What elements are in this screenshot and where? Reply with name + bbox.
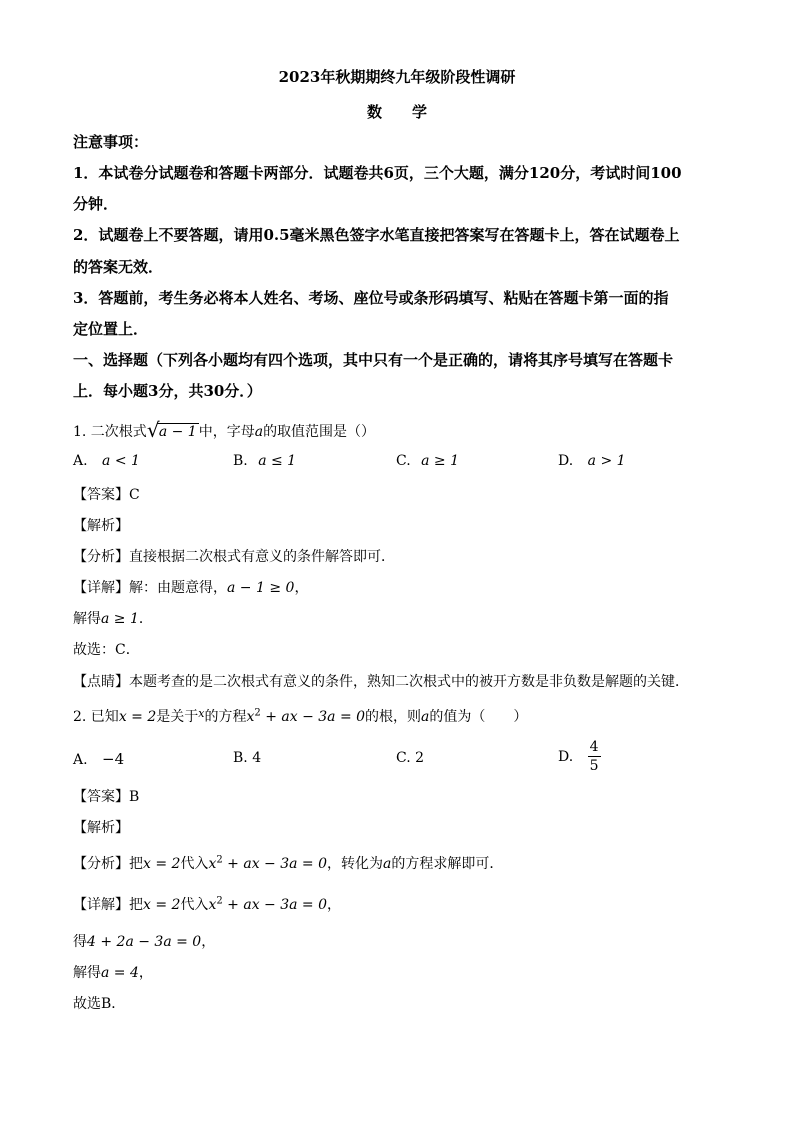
q1-option-a <box>73 453 140 469</box>
q2-fenxi-condition: x = 2 <box>143 856 181 872</box>
q1-fenxi-text: 直接根据二次根式有意义的条件解答即可． <box>129 549 395 565</box>
q2-step-2-text: 解得 <box>73 965 101 981</box>
q2-xiangjie-equation <box>208 897 327 913</box>
notice-item-3-line-2: 定位置上． <box>73 320 149 338</box>
q2-fenxi-equation <box>208 856 327 872</box>
q2-step-2 <box>73 962 153 982</box>
q1-xiangjie <box>73 577 308 597</box>
exam-title: 2023年秋期期终九年级阶段性调研 <box>278 68 516 86</box>
q1-sqrt-expression <box>146 418 199 442</box>
q2-option-d-denominator: 5 <box>589 758 599 774</box>
q2-var-x: x <box>198 707 205 720</box>
q2-option-a-label: A. <box>73 752 88 768</box>
q2-answer <box>73 786 139 806</box>
q1-analysis-tag: 【解析】 <box>73 518 129 534</box>
q2-fenxi-tag: 【分析】 <box>73 856 129 872</box>
q1-option-a-label: A. <box>73 453 88 469</box>
q2-fenxi-text-d: 的方程求解即可． <box>391 856 504 872</box>
q2-xiangjie-eq-exponent: 2 <box>216 895 223 907</box>
q2-option-d-numerator: 4 <box>589 739 599 755</box>
q1-option-b-value: a ≤ 1 <box>258 453 297 469</box>
q2-step-1 <box>73 931 215 951</box>
q2-xiangjie-eq-rest: + ax − 3a = 0 <box>222 897 328 913</box>
q2-eq-rest: + ax − 3a = 0 <box>260 709 366 725</box>
q2-xiangjie-text-a: 把 <box>129 897 143 913</box>
q2-eq-base: x <box>246 709 255 725</box>
q1-answer <box>73 484 140 504</box>
q1-option-a-value: a < 1 <box>102 453 140 469</box>
q1-suffix-a: 中，字母 <box>198 424 255 440</box>
q2-suffix: 的值为（ ） <box>429 709 528 725</box>
q2-condition: x = 2 <box>118 709 157 725</box>
q1-option-c-label: C. <box>396 453 411 469</box>
q2-eq-exponent: 2 <box>254 707 261 719</box>
q2-fenxi-text-a: 把 <box>129 856 143 872</box>
q1-step-1-math: a ≥ 1 <box>101 611 139 627</box>
question-2-stem <box>73 706 527 726</box>
q2-fenxi-eq-rest: + ax − 3a = 0 <box>222 856 328 872</box>
q1-step-1-text: 解得 <box>73 611 101 627</box>
q1-xiangjie-text: 解：由题意得， <box>129 580 227 596</box>
notice-item-1-line-1: 1．本试卷分试题卷和答题卡两部分．试题卷共6页，三个大题，满分120分，考试时间100 <box>73 164 682 182</box>
q1-suffix-b: 的取值范围是（） <box>263 424 376 440</box>
q1-option-d <box>558 453 626 469</box>
q2-option-b: B. 4 <box>233 750 262 766</box>
q2-option-d-label: D. <box>558 748 574 765</box>
q1-option-d-label: D. <box>558 453 574 469</box>
q1-radicand: a − 1 <box>158 424 197 440</box>
q2-xiangjie-punct: ， <box>327 897 342 913</box>
q2-step-1-math: 4 + 2a − 3a = 0 <box>87 934 202 950</box>
q1-var: a <box>254 424 264 440</box>
section-1-heading-line-2: 上．每小题3分，共30分．） <box>73 382 262 400</box>
q2-option-d-fraction <box>588 738 601 775</box>
q2-var-a: a <box>421 709 430 725</box>
question-1-stem <box>73 418 376 442</box>
q1-option-b <box>233 453 296 469</box>
q1-prefix: 1. 二次根式 <box>73 424 147 440</box>
q2-analysis-tag: 【解析】 <box>73 820 129 836</box>
notice-item-2-line-2: 的答案无效． <box>73 258 164 276</box>
q2-choose: 故选B． <box>73 996 126 1012</box>
notice-item-3-line-1: 3．答题前，考生务必将本人姓名、考场、座位号或条形码填写、粘贴在答题卡第一面的指 <box>73 289 669 307</box>
q2-xiangjie-text-b: 代入 <box>180 897 209 913</box>
q2-option-c: C. 2 <box>396 750 425 766</box>
q1-xiangjie-tag: 【详解】 <box>73 580 129 596</box>
q1-answer-tag: 【答案】 <box>73 487 129 503</box>
sqrt-symbol-icon: √ <box>146 418 160 442</box>
notice-heading: 注意事项： <box>73 133 149 151</box>
notice-item-2-line-1: 2．试题卷上不要答题，请用0.5毫米黑色签字水笔直接把答案写在答题卡上，答在试题卷上 <box>73 226 680 244</box>
q2-xiangjie-condition: x = 2 <box>143 897 181 913</box>
q1-xiangjie-punct: ， <box>294 580 309 596</box>
q2-fenxi-eq-base: x <box>208 856 217 872</box>
q2-xiangjie-tag: 【详解】 <box>73 897 129 913</box>
q2-xiangjie <box>73 894 341 914</box>
q1-option-c <box>396 453 459 469</box>
q2-equation <box>246 709 365 725</box>
q1-fenxi-tag: 【分析】 <box>73 549 129 565</box>
q2-fenxi <box>73 853 503 873</box>
q1-dianjing-text: 本题考查的是二次根式有意义的条件，熟知二次根式中的被开方数是非负数是解题的关键． <box>129 674 689 690</box>
q2-fenxi-text-b: 代入 <box>180 856 209 872</box>
q2-xiangjie-eq-base: x <box>208 897 217 913</box>
q2-prefix: 2. 已知 <box>73 709 119 725</box>
q2-option-a-value: −4 <box>102 750 125 768</box>
q1-dianjing <box>73 671 689 691</box>
notice-item-1-line-2: 分钟． <box>73 195 119 213</box>
q2-fenxi-text-c: ，转化为 <box>327 856 384 872</box>
q2-step-2-math: a = 4 <box>101 965 139 981</box>
subject-title: 数 学 <box>366 103 427 121</box>
q2-mid-a: 是关于 <box>156 709 199 725</box>
q1-step-1-punct: ． <box>138 611 153 627</box>
q1-dianjing-tag: 【点睛】 <box>73 674 129 690</box>
section-1-heading-line-1: 一、选择题（下列各小题均有四个选项，其中只有一个是正确的，请将其序号填写在答题卡 <box>73 351 674 369</box>
q1-option-c-value: a ≥ 1 <box>421 453 460 469</box>
q2-fenxi-var: a <box>383 856 392 872</box>
q2-answer-value: B <box>129 789 140 805</box>
q2-step-1-text: 得 <box>73 934 87 950</box>
q1-xiangjie-math: a − 1 ≥ 0 <box>227 580 295 596</box>
q2-mid-c: 的根，则 <box>365 709 422 725</box>
q2-fenxi-eq-exponent: 2 <box>216 854 223 866</box>
q2-step-2-punct: ， <box>138 965 153 981</box>
q2-option-a <box>73 750 124 768</box>
q2-step-1-punct: ， <box>201 934 216 950</box>
q2-option-d <box>558 738 601 775</box>
q1-step-1 <box>73 608 153 628</box>
q2-answer-tag: 【答案】 <box>73 789 129 805</box>
q1-answer-value: C <box>129 487 140 503</box>
q1-fenxi <box>73 546 395 566</box>
q2-mid-b: 的方程 <box>204 709 247 725</box>
q1-option-d-value: a > 1 <box>587 453 626 469</box>
q1-option-b-label: B. <box>233 453 248 469</box>
q1-choose: 故选：C． <box>73 642 140 658</box>
